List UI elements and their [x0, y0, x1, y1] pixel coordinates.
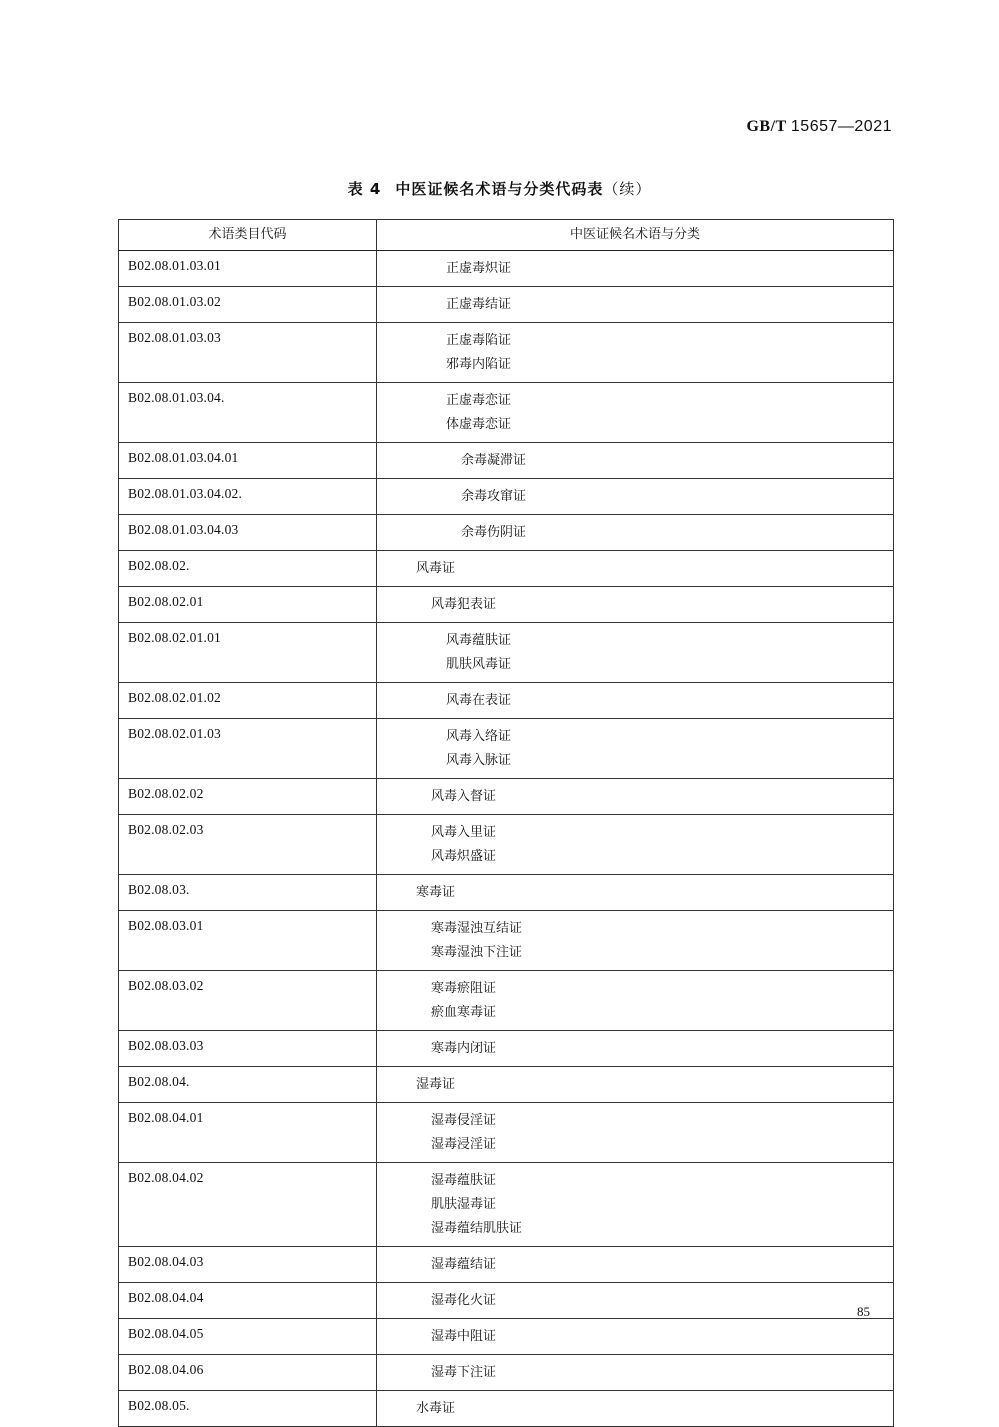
term-names-cell [377, 515, 894, 551]
term-name: 风毒入络证 [446, 729, 512, 744]
term-name: 风毒在表证 [446, 693, 512, 708]
term-code: B02.08.02.01 [119, 587, 377, 623]
table-row [119, 1391, 894, 1427]
table-row [119, 1247, 894, 1283]
term-name: 风毒入脉证 [446, 753, 512, 768]
table-title-text: 中医证候名术语与分类代码表 [395, 180, 604, 198]
term-names-cell [377, 1391, 894, 1427]
term-code: B02.08.01.03.04.03 [119, 515, 377, 551]
term-names-cell [377, 1319, 894, 1355]
column-header-terms: 中医证候名术语与分类 [377, 220, 894, 251]
term-name: 正虚毒恋证 [446, 393, 512, 408]
term-code: B02.08.03.01 [119, 911, 377, 971]
term-name: 余毒凝滞证 [461, 453, 527, 468]
term-code: B02.08.04.03 [119, 1247, 377, 1283]
classification-table [118, 219, 894, 1427]
term-names-cell [377, 443, 894, 479]
table-row [119, 779, 894, 815]
term-names-cell [377, 683, 894, 719]
term-name: 风毒炽盛证 [431, 849, 497, 864]
term-names-cell [377, 719, 894, 779]
term-name: 湿毒蕴结肌肤证 [431, 1221, 523, 1236]
term-name: 寒毒内闭证 [431, 1041, 497, 1056]
term-names-cell [377, 551, 894, 587]
table-continued: （续） [603, 180, 652, 198]
table-row [119, 515, 894, 551]
table-row [119, 323, 894, 383]
term-code: B02.08.03.03 [119, 1031, 377, 1067]
term-name: 风毒犯表证 [431, 597, 497, 612]
term-name: 肌肤湿毒证 [431, 1197, 497, 1212]
term-code: B02.08.02.01.03 [119, 719, 377, 779]
term-names-cell [377, 383, 894, 443]
table-row [119, 1355, 894, 1391]
term-names-cell [377, 287, 894, 323]
term-names-cell [377, 323, 894, 383]
term-name: 余毒攻窜证 [461, 489, 527, 504]
term-name: 风毒入里证 [431, 825, 497, 840]
term-code: B02.08.01.03.03 [119, 323, 377, 383]
term-code: B02.08.04. [119, 1067, 377, 1103]
term-code: B02.08.01.03.04.01 [119, 443, 377, 479]
term-name: 湿毒侵淫证 [431, 1113, 497, 1128]
standard-number [746, 118, 892, 136]
term-names-cell [377, 1067, 894, 1103]
term-names-cell [377, 1355, 894, 1391]
term-name: 风毒证 [416, 561, 456, 576]
table-row [119, 1283, 894, 1319]
term-code: B02.08.04.01 [119, 1103, 377, 1163]
term-name: 寒毒瘀阻证 [431, 981, 497, 996]
term-name: 肌肤风毒证 [446, 657, 512, 672]
term-name: 湿毒证 [416, 1077, 456, 1092]
term-names-cell [377, 479, 894, 515]
term-code: B02.08.04.02 [119, 1163, 377, 1247]
column-header-code: 术语类目代码 [119, 220, 377, 251]
table-row [119, 1103, 894, 1163]
term-code: B02.08.01.03.02 [119, 287, 377, 323]
term-names-cell [377, 779, 894, 815]
term-names-cell [377, 911, 894, 971]
term-names-cell [377, 1031, 894, 1067]
term-code: B02.08.01.03.04.02. [119, 479, 377, 515]
standard-code: 15657—2021 [790, 118, 892, 135]
term-name: 体虚毒恋证 [446, 417, 512, 432]
term-names-cell [377, 587, 894, 623]
term-code: B02.08.03. [119, 875, 377, 911]
term-name: 风毒入督证 [431, 789, 497, 804]
page-number: 85 [857, 1304, 870, 1319]
table-row [119, 875, 894, 911]
term-names-cell [377, 251, 894, 287]
table-row [119, 623, 894, 683]
term-names-cell [377, 875, 894, 911]
term-code: B02.08.04.04 [119, 1283, 377, 1319]
table-body [119, 251, 894, 1427]
table-header-row [119, 220, 894, 251]
term-names-cell [377, 971, 894, 1031]
table-row [119, 587, 894, 623]
term-name: 余毒伤阴证 [461, 525, 527, 540]
term-code: B02.08.02.02 [119, 779, 377, 815]
term-name: 寒毒证 [416, 885, 456, 900]
term-name: 水毒证 [416, 1401, 456, 1416]
term-code: B02.08.01.03.01 [119, 251, 377, 287]
table-row [119, 1031, 894, 1067]
term-code: B02.08.04.06 [119, 1355, 377, 1391]
table-row [119, 479, 894, 515]
table-row [119, 383, 894, 443]
table-row [119, 1163, 894, 1247]
term-names-cell [377, 1247, 894, 1283]
standard-prefix: GB/T [746, 118, 787, 135]
table-row [119, 815, 894, 875]
table-row [119, 683, 894, 719]
table-row [119, 1067, 894, 1103]
term-code: B02.08.02.01.01 [119, 623, 377, 683]
term-name: 湿毒化火证 [431, 1293, 497, 1308]
table-title [0, 178, 999, 199]
table-row [119, 287, 894, 323]
term-names-cell [377, 815, 894, 875]
term-names-cell [377, 623, 894, 683]
table-row [119, 1319, 894, 1355]
table-row [119, 719, 894, 779]
term-code: B02.08.02. [119, 551, 377, 587]
term-name: 湿毒蕴结证 [431, 1257, 497, 1272]
term-name: 湿毒下注证 [431, 1365, 497, 1380]
term-name: 寒毒湿浊互结证 [431, 921, 523, 936]
term-code: B02.08.05. [119, 1391, 377, 1427]
table-row [119, 443, 894, 479]
term-names-cell [377, 1163, 894, 1247]
table-row [119, 251, 894, 287]
term-name: 风毒蕴肤证 [446, 633, 512, 648]
term-code: B02.08.01.03.04. [119, 383, 377, 443]
term-name: 正虚毒炽证 [446, 261, 512, 276]
term-name: 湿毒中阻证 [431, 1329, 497, 1344]
term-names-cell [377, 1103, 894, 1163]
term-code: B02.08.04.05 [119, 1319, 377, 1355]
term-code: B02.08.02.03 [119, 815, 377, 875]
term-name: 正虚毒陷证 [446, 333, 512, 348]
term-name: 湿毒蕴肤证 [431, 1173, 497, 1188]
term-names-cell [377, 1283, 894, 1319]
term-name: 湿毒浸淫证 [431, 1137, 497, 1152]
term-name: 寒毒湿浊下注证 [431, 945, 523, 960]
term-code: B02.08.03.02 [119, 971, 377, 1031]
term-code: B02.08.02.01.02 [119, 683, 377, 719]
table-row [119, 551, 894, 587]
table-row [119, 971, 894, 1031]
term-name: 正虚毒结证 [446, 297, 512, 312]
term-name: 瘀血寒毒证 [431, 1005, 497, 1020]
table-row [119, 911, 894, 971]
table-label: 表 4 [347, 180, 382, 198]
term-name: 邪毒内陷证 [446, 357, 512, 372]
